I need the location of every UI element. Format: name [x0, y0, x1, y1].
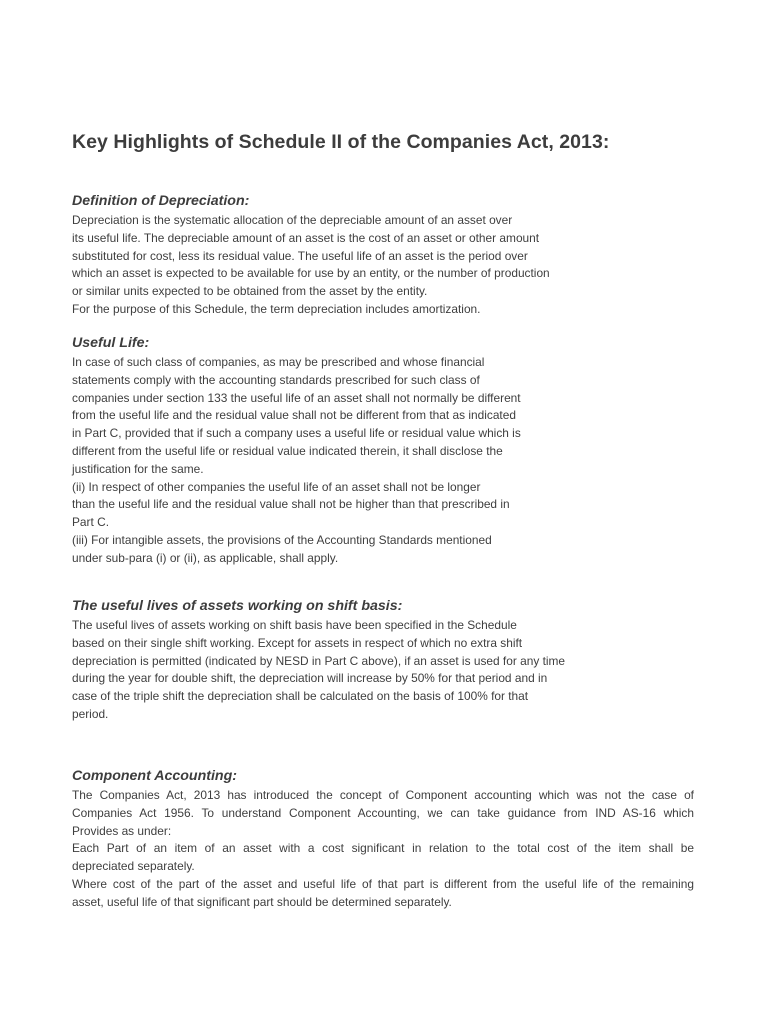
- paragraph-line: period.: [72, 706, 109, 721]
- paragraph-line: (iii) For intangible assets, the provisions of the Accounting Standards mentioned: [72, 532, 492, 547]
- paragraph-line: in Part C, provided that if such a company uses a useful life or residual value which is: [72, 426, 521, 441]
- paragraph-line: Where cost of the part of the asset and useful life of that part is different from the useful life of the remaining: [72, 876, 694, 891]
- paragraph-line: Companies Act 1956. To understand Component Accounting, we can take guidance from IND AS-16 which: [72, 805, 694, 820]
- paragraph-line: which an asset is expected to be available for use by an entity, or the number of production: [72, 266, 550, 281]
- paragraph-line: than the useful life and the residual value shall not be higher than that prescribed in: [72, 497, 510, 512]
- paragraph-line: Provides as under:: [72, 823, 172, 838]
- paragraph-line: under sub-para (i) or (ii), as applicable, shall apply.: [72, 550, 339, 565]
- paragraph-line: (ii) In respect of other companies the useful life of an asset shall not be longer: [72, 479, 481, 494]
- paragraph-line: Depreciation is the systematic allocation of the depreciable amount of an asset over: [72, 213, 513, 227]
- paragraph-line: justification for the same.: [72, 461, 204, 476]
- section-useful-life: [72, 334, 521, 568]
- paragraph-line: Part C.: [72, 515, 110, 530]
- paragraph-line: statements comply with the accounting standards prescribed for such class of: [72, 372, 480, 387]
- paragraph-line: based on their single shift working. Except for assets in respect of which no extra shift: [72, 635, 523, 650]
- paragraph-line: The useful lives of assets working on shift basis have been specified in the Schedule: [72, 618, 517, 632]
- paragraph-line: from the useful life and the residual value shall not be different from that as indicated: [72, 408, 516, 423]
- page-title: Key Highlights of Schedule II of the Companies Act, 2013:: [72, 131, 610, 153]
- section-shift-basis: [72, 597, 565, 724]
- section-definition-of-depreciation: [72, 192, 550, 319]
- paragraph-line: In case of such class of companies, as may be prescribed and whose financial: [72, 355, 485, 369]
- paragraph-line: depreciation is permitted (indicated by NESD in Part C above), if an asset is used for any time: [72, 653, 566, 668]
- section-heading: The useful lives of assets working on shift basis:: [72, 598, 403, 614]
- paragraph-line: companies under section 133 the useful life of an asset shall not normally be different: [72, 390, 521, 405]
- section-heading: Useful Life:: [72, 335, 150, 351]
- paragraph-line: or similar units expected to be obtained from the asset by the entity.: [72, 284, 428, 299]
- section-heading: Definition of Depreciation:: [72, 193, 250, 209]
- section-component-accounting: [72, 767, 694, 912]
- paragraph-line: substituted for cost, less its residual value. The useful life of an asset is the period over: [72, 248, 528, 263]
- paragraph-line: during the year for double shift, the depreciation will increase by 50% for that period and in: [72, 671, 548, 686]
- paragraph-line: Each Part of an item of an asset with a cost significant in relation to the total cost of the item shall be: [72, 841, 694, 856]
- paragraph-line: case of the triple shift the depreciation shall be calculated on the basis of 100% for that: [72, 689, 529, 704]
- section-heading: Component Accounting:: [72, 768, 237, 784]
- paragraph-line: depreciated separately.: [72, 859, 195, 874]
- paragraph-line: For the purpose of this Schedule, the term depreciation includes amortization.: [72, 301, 481, 316]
- paragraph-line: asset, useful life of that significant part should be determined separately.: [72, 894, 452, 909]
- paragraph-line: The Companies Act, 2013 has introduced the concept of Component accounting which was not the case of: [72, 788, 694, 802]
- paragraph-line: its useful life. The depreciable amount of an asset is the cost of an asset or other amount: [72, 230, 540, 245]
- paragraph-line: different from the useful life or residual value indicated therein, it shall disclose the: [72, 443, 503, 458]
